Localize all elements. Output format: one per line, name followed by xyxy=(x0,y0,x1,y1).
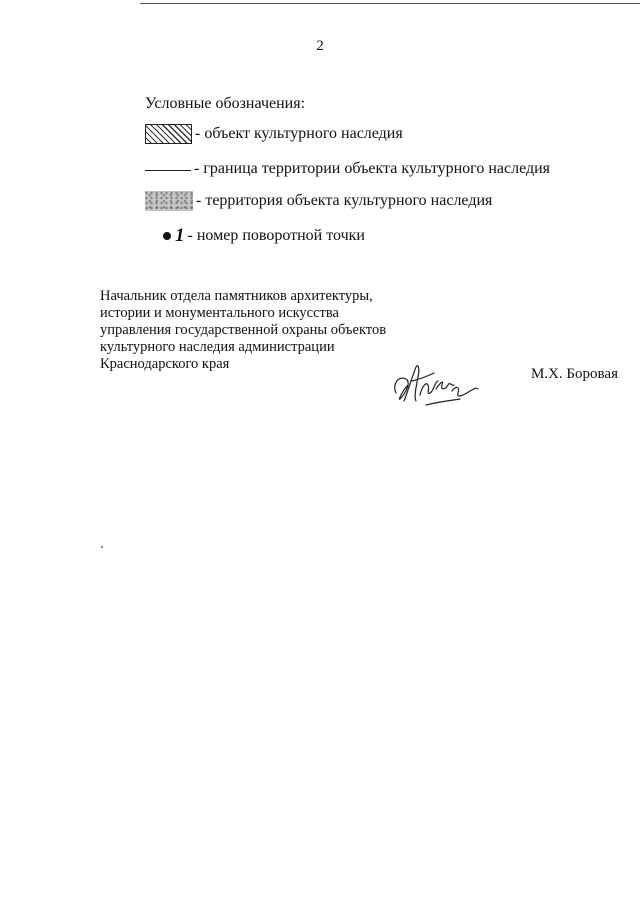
legend-item-territory xyxy=(145,190,492,212)
position-line: культурного наследия администрации xyxy=(100,339,335,355)
legend-item-label: - объект культурного наследия xyxy=(195,125,403,142)
signer-name: М.Х. Боровая xyxy=(531,366,618,382)
position-line: Краснодарского края xyxy=(100,356,230,372)
legend-item-turning-point xyxy=(163,225,365,247)
hatched-box-icon xyxy=(145,124,192,144)
position-line: Начальник отдела памятников архитектуры, xyxy=(100,288,373,304)
handwritten-signature xyxy=(390,355,480,415)
legend-item-label: - номер поворотной точки xyxy=(187,227,365,244)
dot-number-icon xyxy=(163,225,185,247)
legend-item-territory-boundary xyxy=(145,158,550,180)
legend-item-heritage-object xyxy=(145,123,403,145)
position-line: истории и монументального искусства xyxy=(100,305,339,321)
point-number: 1 xyxy=(175,225,185,246)
legend-item-label: - граница территории объекта культурного наследия xyxy=(194,160,551,177)
dot-icon xyxy=(163,232,171,240)
top-rule xyxy=(140,3,640,4)
page-number: 2 xyxy=(316,38,324,54)
textured-gray-box-icon xyxy=(145,191,193,211)
position-line: управления государственной охраны объектов xyxy=(100,322,387,338)
scan-speck xyxy=(101,546,103,548)
line-icon xyxy=(145,170,191,171)
legend-item-label: - территория объекта культурного наследия xyxy=(196,192,493,209)
legend-title: Условные обозначения: xyxy=(145,95,306,112)
position-title xyxy=(100,288,386,373)
